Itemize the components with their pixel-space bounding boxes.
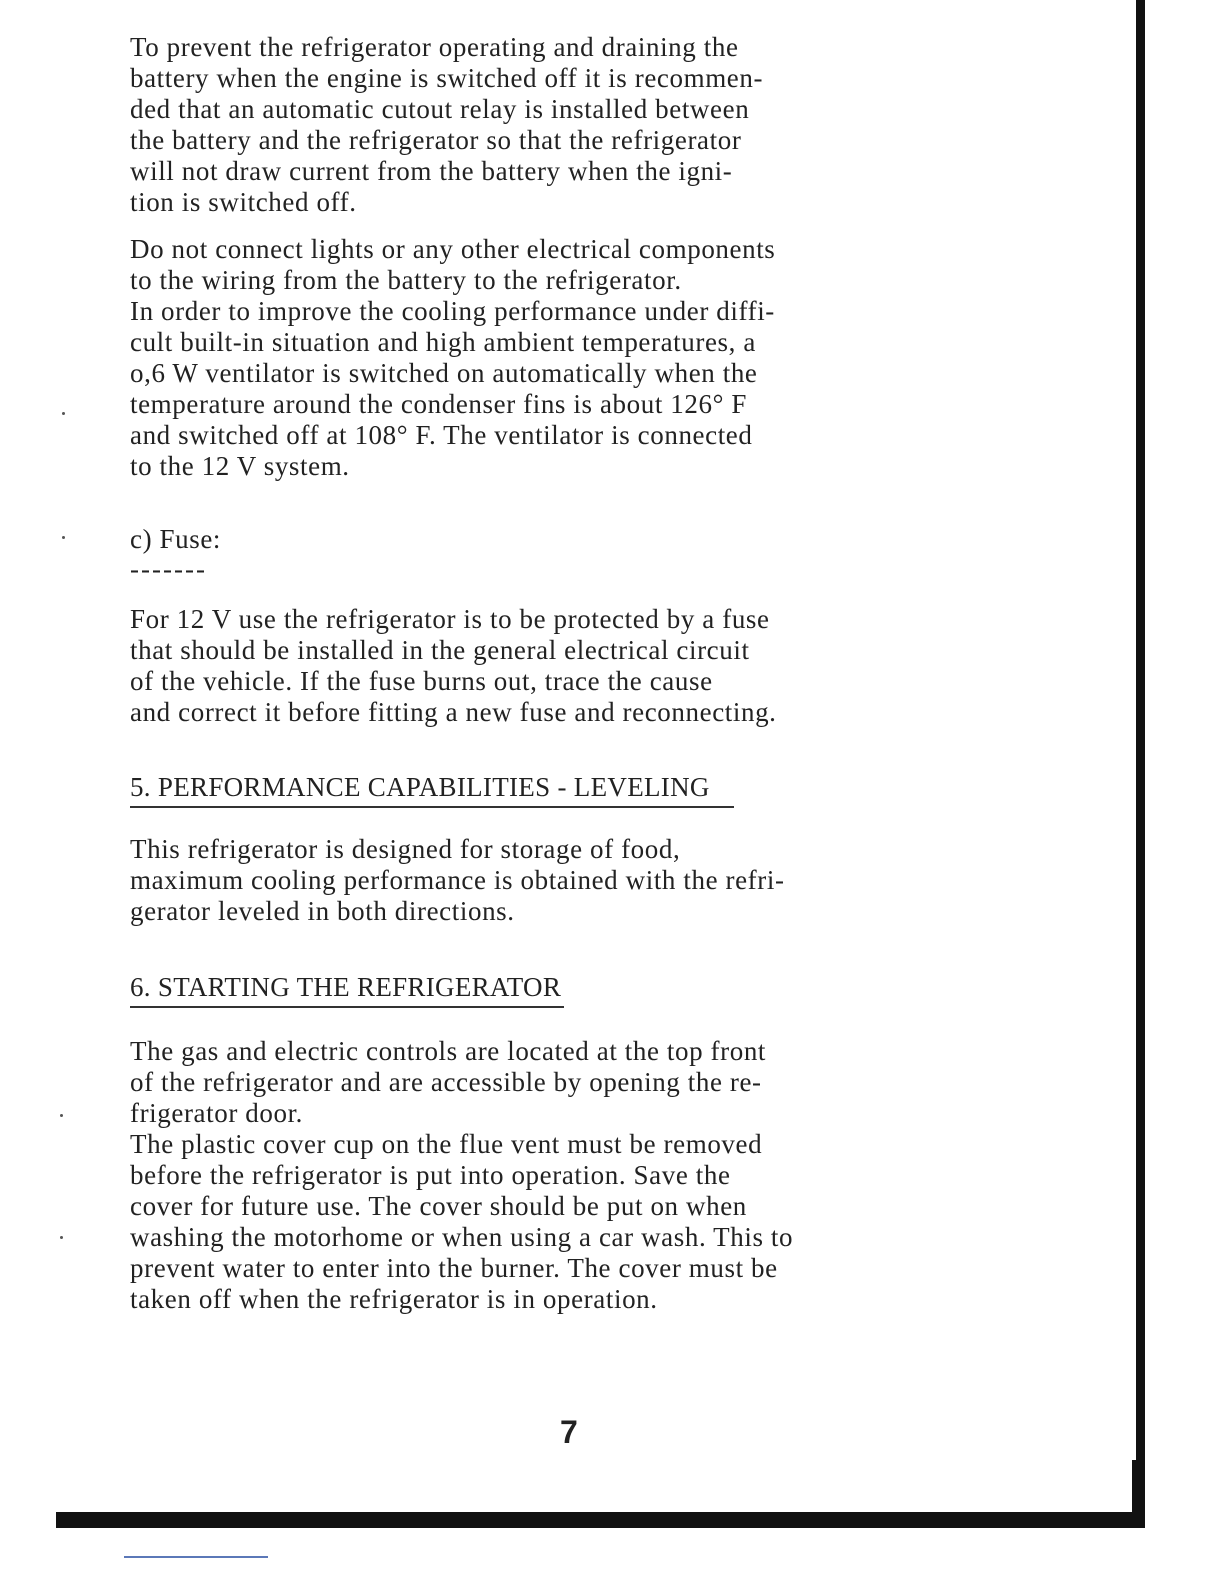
section-6-paragraph: The gas and electric controls are located at the top front of the refrigerator and are accessible by opening the re- frigerator door. The plastic cover cup on the flue vent must be removed before the refrigerator is put into operation. Save the cover for future use. The cover should be put on when washing the motorhome or when using a car wash. This to prevent water to enter into the burner. The cover must be taken off when the refrigerator is in operation. [130, 1036, 794, 1314]
intro-paragraph: To prevent the refrigerator operating and draining the battery when the engine is switched off it is recommen- ded that an automatic cutout relay is installed between the battery and the refrigerator so that the refrigerator will not draw current from the battery when the igni- tion is switched off. [130, 32, 764, 217]
footer-rule [124, 1556, 268, 1558]
fuse-heading: c) Fuse: [130, 524, 222, 554]
page-number: 7 [560, 1414, 578, 1450]
section-5-heading: 5. PERFORMANCE CAPABILITIES - LEVELING [130, 772, 734, 808]
fuse-heading-underline: ------- [130, 554, 207, 584]
section-6-heading: 6. STARTING THE REFRIGERATOR [130, 972, 564, 1008]
scan-speck [60, 1236, 63, 1239]
bottom-border-bar [56, 1512, 1142, 1528]
scan-speck [60, 1114, 63, 1117]
scan-speck [62, 412, 65, 415]
section-5-paragraph: This refrigerator is designed for storage of food, maximum cooling performance is obtained with the refri- gerator leveled in both directions. [130, 834, 785, 926]
fuse-paragraph: For 12 V use the refrigerator is to be protected by a fuse that should be installed in the general electrical circuit of the vehicle. If the fuse burns out, trace the cause and correct it before fitting a new fuse and reconnecting. [130, 604, 777, 727]
wiring-paragraph: Do not connect lights or any other electrical components to the wiring from the battery to the refrigerator. In order to improve the cooling performance under diffi- cult built-in situation and high ambient temperatures, a o,6 W ventilator is switched on automatically when the temperature around the condenser fins is about 126° F and switched off at 108° F. The ventilator is connected to the 12 V system. [130, 234, 776, 481]
page-edge-shadow [1136, 0, 1145, 1528]
scan-speck [62, 536, 65, 539]
